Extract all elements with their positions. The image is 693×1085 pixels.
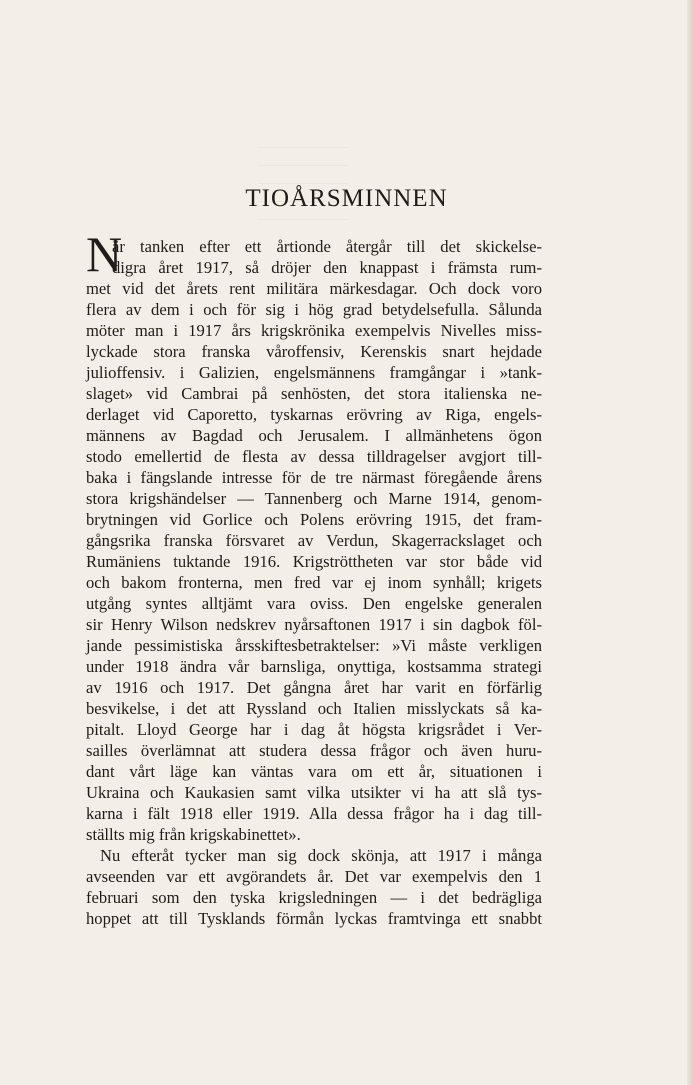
- text-line: utgång syntes alltjämt vara oviss. Den engelske generalen: [86, 594, 542, 613]
- text-line: derlaget vid Caporetto, tyskarnas erövring av Riga, engels-: [86, 405, 542, 424]
- body-text: [86, 236, 542, 929]
- text-line: slaget» vid Cambrai på senhösten, det stora italienska ne-: [86, 384, 542, 403]
- text-line: digra året 1917, så dröjer den knappast i främsta rum-: [112, 258, 542, 277]
- text-line: gångsrika franska försvaret av Verdun, Skagerrackslaget och: [86, 531, 542, 550]
- text-line: lyckade stora franska våroffensiv, Kerenskis snart hejdade: [86, 342, 542, 361]
- text-line: julioffensiv. i Galizien, engelsmännens framgångar i »tank-: [86, 363, 542, 382]
- text-line: brytningen vid Gorlice och Polens erövring 1915, det fram-: [86, 510, 542, 529]
- text-line: möter man i 1917 års krigskrönika exempelvis Nivelles miss-: [86, 321, 542, 340]
- text-line: baka i fängslande intresse för de tre närmast föregående årens: [86, 468, 542, 487]
- text-line: Rumäniens tuktande 1916. Krigströttheten var stor både vid: [86, 552, 542, 571]
- chapter-title: TIOÅRSMINNEN: [245, 185, 448, 212]
- drop-cap: N: [86, 226, 123, 282]
- text-line: met vid det årets rent militära märkesdagar. Och dock voro: [86, 279, 542, 298]
- text-line: jande pessimistiska årsskiftesbetraktelser: »Vi måste verkligen: [86, 636, 542, 655]
- text-line: pitalt. Lloyd George har i dag åt högsta krigsrådet i Ver-: [86, 720, 542, 739]
- text-line: februari som den tyska krigsledningen — i det bedrägliga: [86, 888, 542, 907]
- text-line: hoppet att till Tysklands förmån lyckas framtvinga ett snabbt: [86, 909, 542, 928]
- text-line: Ukraina och Kaukasien samt vilka utsikter vi ha att slå tys-: [86, 783, 542, 802]
- text-line: är tanken efter ett årtionde återgår till det skickelse-: [112, 237, 542, 256]
- text-line: sir Henry Wilson nedskrev nyårsaftonen 1917 i sin dagbok föl-: [86, 615, 542, 634]
- text-line: under 1918 ändra vår barnsliga, onyttiga, kostsamma strategi: [86, 657, 542, 676]
- text-line: männens av Bagdad och Jerusalem. I allmänhetens ögon: [86, 426, 542, 445]
- text-line: dant vårt läge kan väntas vara om ett år, situationen i: [86, 762, 542, 781]
- text-line: stodo emellertid de flesta av dessa tilldragelser avgjort till-: [86, 447, 542, 466]
- text-line: avseenden var ett avgörandets år. Det var exempelvis den 1: [86, 867, 542, 886]
- text-line: besvikelse, i det att Ryssland och Italien misslyckats så ka-: [86, 699, 542, 718]
- text-line: sailles överlämnat att studera dessa frågor och även huru-: [86, 741, 542, 760]
- text-line: Nu efteråt tycker man sig dock skönja, att 1917 i många: [100, 846, 542, 865]
- text-line: flera av dem i och för sig i hög grad betydelsefulla. Sålunda: [86, 300, 542, 319]
- page-edge: [687, 0, 693, 1085]
- text-line: stora krigshändelser — Tannenberg och Marne 1914, genom-: [86, 489, 542, 508]
- text-line: karna i fält 1918 eller 1919. Alla dessa frågor ha i dag till-: [86, 804, 542, 823]
- text-line: av 1916 och 1917. Det gångna året har varit en förfärlig: [86, 678, 542, 697]
- text-line: och bakom fronterna, men fred var ej inom synhåll; krigets: [86, 573, 542, 592]
- text-line: ställts mig från krigskabinettet».: [86, 825, 301, 844]
